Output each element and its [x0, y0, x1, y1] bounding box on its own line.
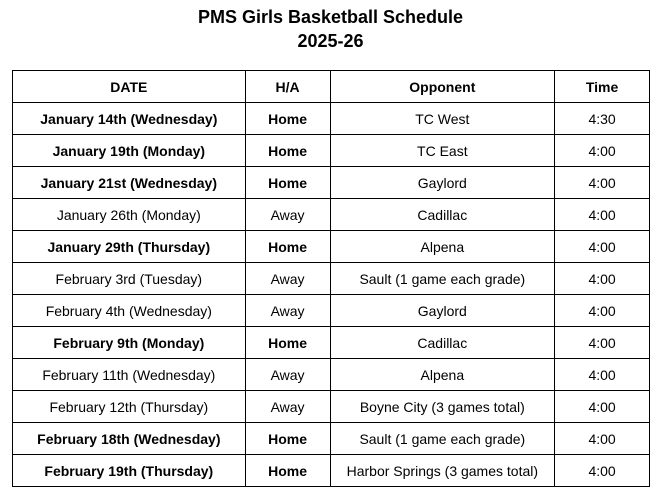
table-row — [13, 231, 650, 263]
opponent-cell: Sault (1 game each grade) — [330, 423, 555, 455]
ha-cell: Away — [245, 295, 330, 327]
table-row — [13, 103, 650, 135]
time-cell: 4:00 — [555, 423, 650, 455]
date-cell: January 26th (Monday) — [13, 199, 246, 231]
opponent-cell: TC East — [330, 135, 555, 167]
opponent-cell: Alpena — [330, 359, 555, 391]
header-row — [13, 71, 650, 103]
date-cell: January 14th (Wednesday) — [13, 103, 246, 135]
ha-cell: Home — [245, 135, 330, 167]
table-row — [13, 263, 650, 295]
title-line-1: PMS Girls Basketball Schedule — [197, 7, 464, 27]
header-time: Time — [555, 71, 650, 103]
date-cell: February 11th (Wednesday) — [13, 359, 246, 391]
title-line-2: 2025-26 — [297, 31, 364, 51]
table-row — [13, 455, 650, 487]
date-cell: February 9th (Monday) — [13, 327, 246, 359]
opponent-cell: Cadillac — [330, 327, 555, 359]
date-cell: February 18th (Wednesday) — [13, 423, 246, 455]
ha-cell: Home — [245, 103, 330, 135]
header-ha: H/A — [245, 71, 330, 103]
date-cell: January 29th (Thursday) — [13, 231, 246, 263]
header-date: DATE — [13, 71, 246, 103]
ha-cell: Home — [245, 327, 330, 359]
time-cell: 4:00 — [555, 359, 650, 391]
table-row — [13, 135, 650, 167]
ha-cell: Home — [245, 231, 330, 263]
date-cell: January 21st (Wednesday) — [13, 167, 246, 199]
table-row — [13, 327, 650, 359]
ha-cell: Home — [245, 167, 330, 199]
opponent-cell: Alpena — [330, 231, 555, 263]
ha-cell: Away — [245, 263, 330, 295]
time-cell: 4:00 — [555, 167, 650, 199]
date-cell: January 19th (Monday) — [13, 135, 246, 167]
table-row — [13, 199, 650, 231]
page-title — [0, 5, 661, 53]
opponent-cell: Gaylord — [330, 295, 555, 327]
date-cell: February 4th (Wednesday) — [13, 295, 246, 327]
schedule-table — [12, 70, 650, 487]
opponent-cell: Cadillac — [330, 199, 555, 231]
date-cell: February 19th (Thursday) — [13, 455, 246, 487]
time-cell: 4:00 — [555, 199, 650, 231]
ha-cell: Home — [245, 455, 330, 487]
opponent-cell: TC West — [330, 103, 555, 135]
ha-cell: Away — [245, 391, 330, 423]
header-opponent: Opponent — [330, 71, 555, 103]
ha-cell: Home — [245, 423, 330, 455]
time-cell: 4:00 — [555, 455, 650, 487]
opponent-cell: Harbor Springs (3 games total) — [330, 455, 555, 487]
opponent-cell: Boyne City (3 games total) — [330, 391, 555, 423]
ha-cell: Away — [245, 359, 330, 391]
opponent-cell: Gaylord — [330, 167, 555, 199]
table-row — [13, 295, 650, 327]
time-cell: 4:30 — [555, 103, 650, 135]
date-cell: February 3rd (Tuesday) — [13, 263, 246, 295]
table-row — [13, 423, 650, 455]
time-cell: 4:00 — [555, 327, 650, 359]
time-cell: 4:00 — [555, 231, 650, 263]
time-cell: 4:00 — [555, 391, 650, 423]
time-cell: 4:00 — [555, 135, 650, 167]
time-cell: 4:00 — [555, 295, 650, 327]
opponent-cell: Sault (1 game each grade) — [330, 263, 555, 295]
table-row — [13, 391, 650, 423]
table-row — [13, 359, 650, 391]
table-row — [13, 167, 650, 199]
ha-cell: Away — [245, 199, 330, 231]
time-cell: 4:00 — [555, 263, 650, 295]
date-cell: February 12th (Thursday) — [13, 391, 246, 423]
